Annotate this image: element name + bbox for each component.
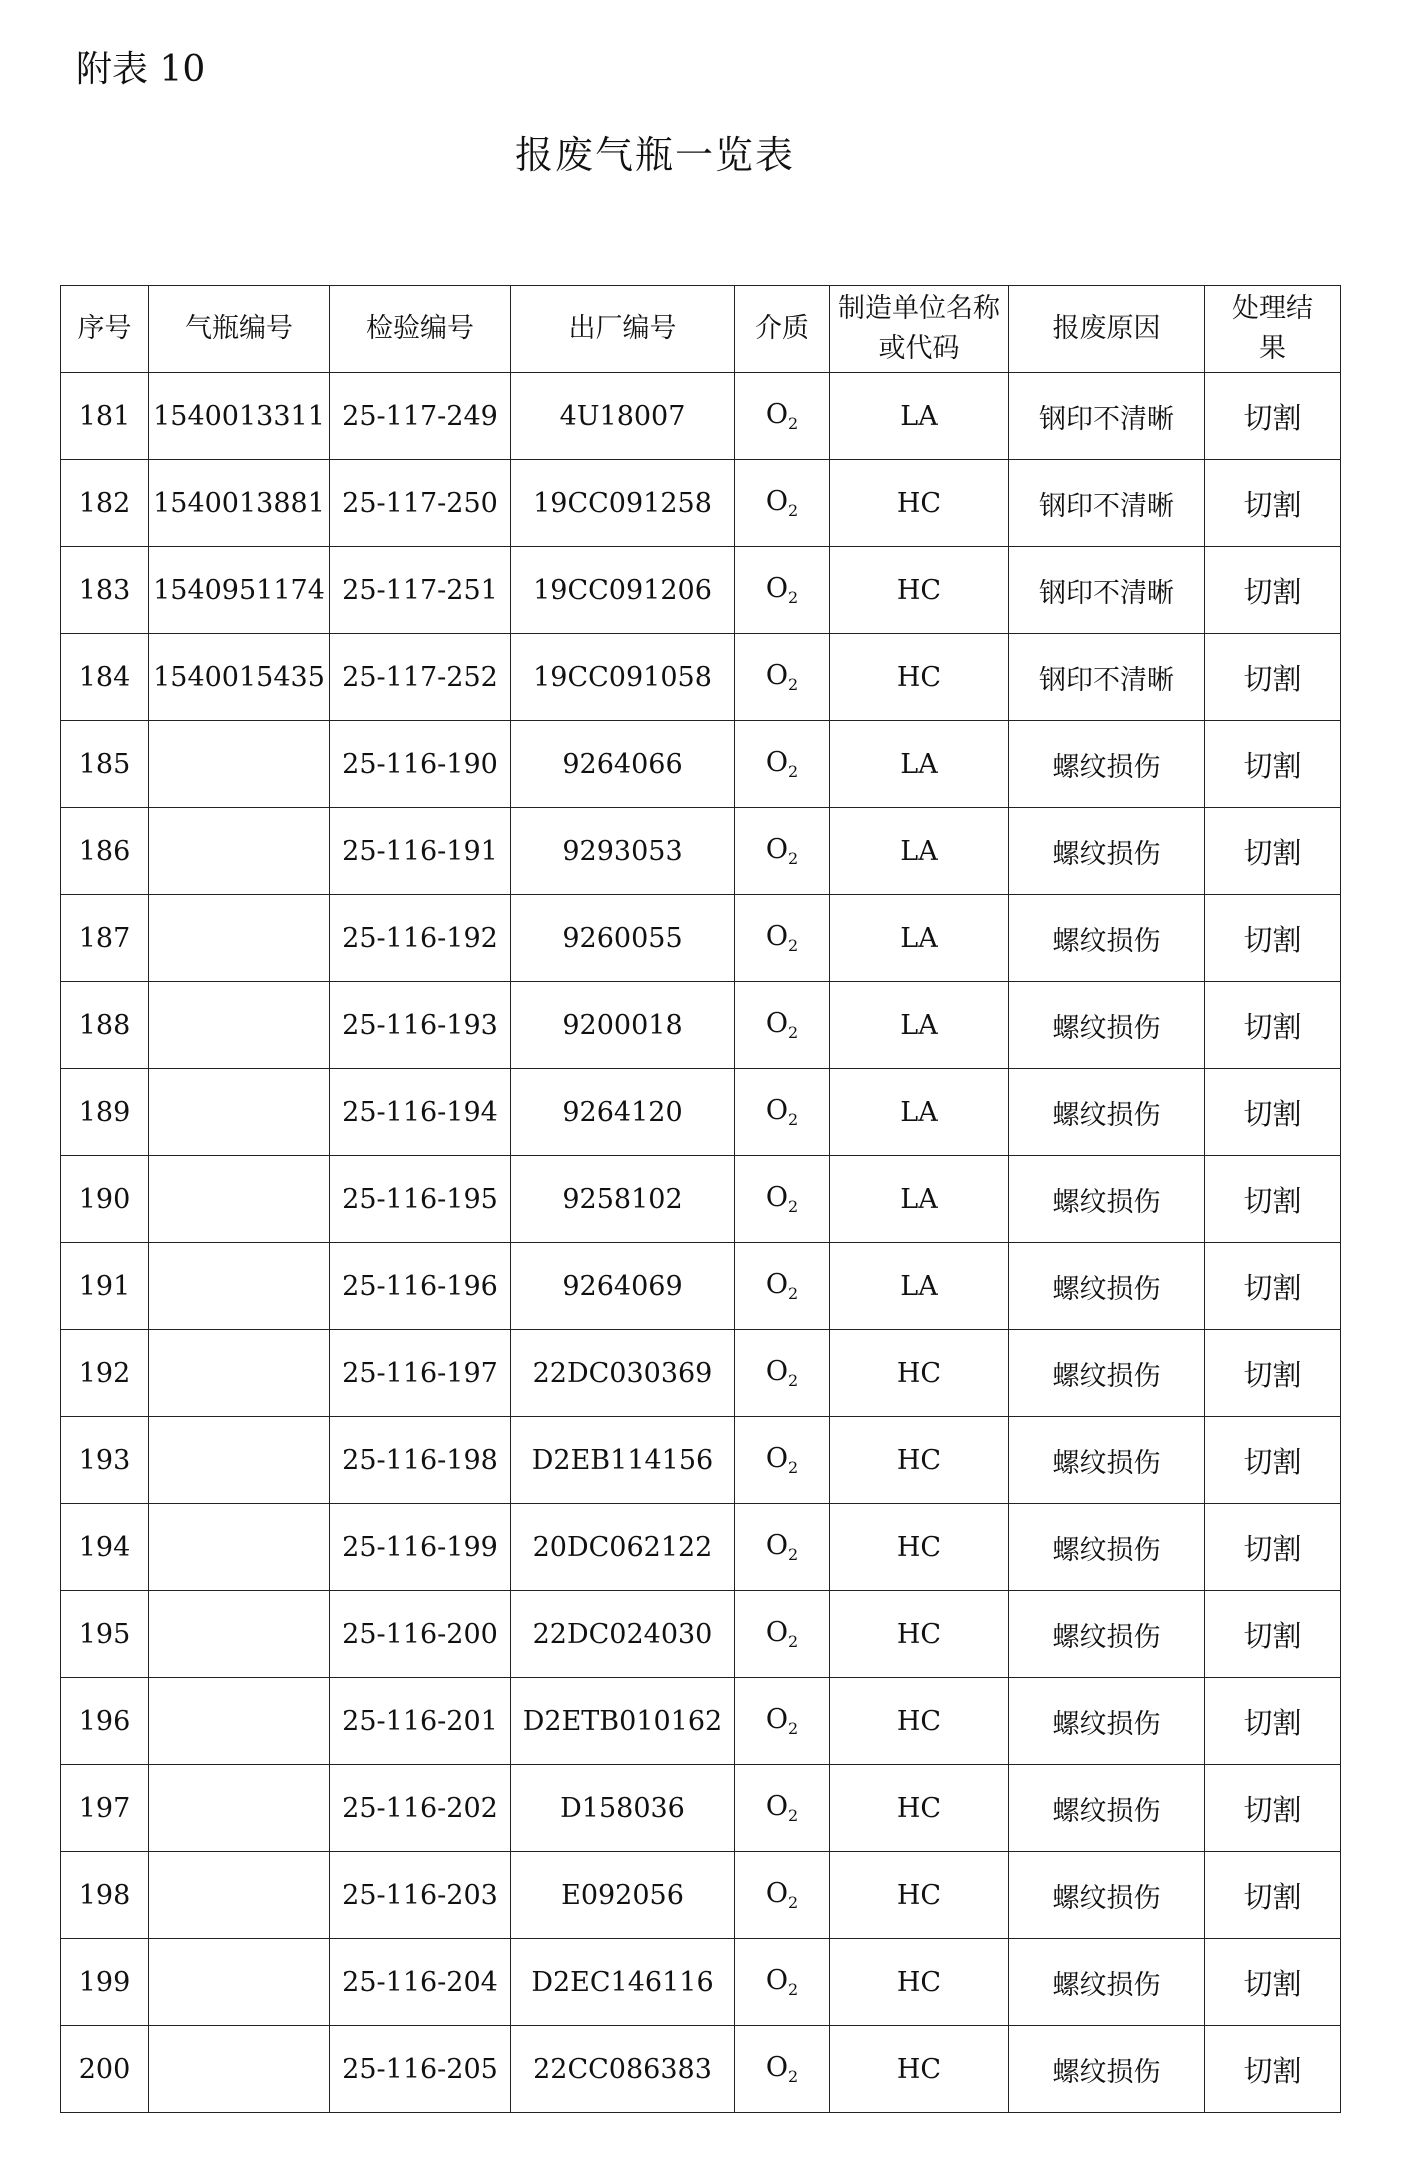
medium-symbol: O: [765, 747, 788, 778]
medium-symbol: O: [765, 1617, 788, 1648]
medium-subscript: 2: [787, 1806, 799, 1825]
cell-cylinder-no: [149, 1069, 330, 1156]
cell-scrap-reason: 螺纹损伤: [1009, 1243, 1205, 1330]
cell-seq: 186: [61, 808, 149, 895]
cell-seq: 193: [61, 1417, 149, 1504]
attachment-label: 附表 10: [76, 49, 206, 90]
cell-factory-no: 9264066: [511, 721, 735, 808]
cell-inspection-no: 25-116-199: [330, 1504, 511, 1591]
table-row: [61, 1156, 1341, 1243]
medium-symbol: O: [765, 399, 788, 430]
cell-manufacturer: HC: [830, 1591, 1009, 1678]
cell-medium: [735, 982, 830, 1069]
cell-seq: 199: [61, 1939, 149, 2026]
table-header-row: [61, 286, 1341, 373]
document-title: 报废气瓶一览表: [514, 133, 795, 177]
table-row: [61, 808, 1341, 895]
cell-scrap-reason: 螺纹损伤: [1009, 808, 1205, 895]
cell-inspection-no: 25-117-250: [330, 460, 511, 547]
cell-medium: [735, 1678, 830, 1765]
cell-manufacturer: LA: [830, 1156, 1009, 1243]
cell-inspection-no: 25-116-191: [330, 808, 511, 895]
medium-symbol: O: [765, 1008, 788, 1039]
cell-manufacturer: LA: [830, 982, 1009, 1069]
cell-result: 切割: [1205, 1504, 1341, 1591]
table-row: [61, 547, 1341, 634]
cell-result: 切割: [1205, 1417, 1341, 1504]
cell-inspection-no: 25-116-203: [330, 1852, 511, 1939]
medium-symbol: O: [765, 1791, 788, 1822]
cell-cylinder-no: [149, 1417, 330, 1504]
medium-symbol: O: [765, 2052, 788, 2083]
cell-result: 切割: [1205, 1243, 1341, 1330]
medium-symbol: O: [765, 1878, 788, 1909]
medium-subscript: 2: [787, 588, 799, 607]
cell-scrap-reason: 螺纹损伤: [1009, 1156, 1205, 1243]
cell-inspection-no: 25-116-198: [330, 1417, 511, 1504]
cell-manufacturer: LA: [830, 1243, 1009, 1330]
cell-result: 切割: [1205, 1939, 1341, 2026]
cell-cylinder-no: [149, 1504, 330, 1591]
table-row: [61, 895, 1341, 982]
cell-result: 切割: [1205, 808, 1341, 895]
cell-inspection-no: 25-117-252: [330, 634, 511, 721]
cell-medium: [735, 1243, 830, 1330]
cell-seq: 195: [61, 1591, 149, 1678]
cell-medium: [735, 895, 830, 982]
cell-factory-no: D2EB114156: [511, 1417, 735, 1504]
cell-medium: [735, 547, 830, 634]
cell-scrap-reason: 螺纹损伤: [1009, 1765, 1205, 1852]
cell-seq: 194: [61, 1504, 149, 1591]
cell-manufacturer: LA: [830, 1069, 1009, 1156]
cell-medium: [735, 1852, 830, 1939]
cell-factory-no: 9264069: [511, 1243, 735, 1330]
cell-cylinder-no: 1540951174: [149, 547, 330, 634]
cell-factory-no: 9260055: [511, 895, 735, 982]
cell-manufacturer: HC: [830, 1330, 1009, 1417]
cell-medium: [735, 1417, 830, 1504]
cell-inspection-no: 25-116-190: [330, 721, 511, 808]
cell-scrap-reason: 钢印不清晰: [1009, 547, 1205, 634]
col-header-inspection-no: 检验编号: [330, 286, 511, 373]
table-row: [61, 721, 1341, 808]
cell-manufacturer: LA: [830, 373, 1009, 460]
medium-subscript: 2: [787, 1980, 799, 1999]
cell-seq: 189: [61, 1069, 149, 1156]
cell-medium: [735, 373, 830, 460]
cell-result: 切割: [1205, 895, 1341, 982]
cell-seq: 185: [61, 721, 149, 808]
cell-factory-no: 19CC091258: [511, 460, 735, 547]
col-header-manufacturer: 制造单位名称或代码: [830, 286, 1009, 373]
cell-result: 切割: [1205, 547, 1341, 634]
cell-factory-no: 4U18007: [511, 373, 735, 460]
cell-factory-no: 22DC024030: [511, 1591, 735, 1678]
cell-medium: [735, 1504, 830, 1591]
cell-factory-no: D2ETB010162: [511, 1678, 735, 1765]
cell-manufacturer: HC: [830, 1417, 1009, 1504]
cell-result: 切割: [1205, 1156, 1341, 1243]
cell-medium: [735, 1591, 830, 1678]
cell-seq: 196: [61, 1678, 149, 1765]
cell-seq: 183: [61, 547, 149, 634]
cell-scrap-reason: 螺纹损伤: [1009, 1939, 1205, 2026]
table-row: [61, 634, 1341, 721]
table-row: [61, 1939, 1341, 2026]
cell-inspection-no: 25-116-195: [330, 1156, 511, 1243]
medium-subscript: 2: [787, 1893, 799, 1912]
medium-subscript: 2: [787, 2067, 799, 2086]
cell-seq: 197: [61, 1765, 149, 1852]
cell-result: 切割: [1205, 982, 1341, 1069]
medium-symbol: O: [765, 1965, 788, 1996]
cell-factory-no: D158036: [511, 1765, 735, 1852]
cell-factory-no: D2EC146116: [511, 1939, 735, 2026]
cell-factory-no: 22DC030369: [511, 1330, 735, 1417]
cell-result: 切割: [1205, 373, 1341, 460]
cell-manufacturer: LA: [830, 808, 1009, 895]
table-row: [61, 1678, 1341, 1765]
cell-manufacturer: HC: [830, 547, 1009, 634]
cell-cylinder-no: [149, 1939, 330, 2026]
cell-inspection-no: 25-116-202: [330, 1765, 511, 1852]
cell-medium: [735, 1156, 830, 1243]
medium-symbol: O: [765, 1269, 788, 1300]
cell-result: 切割: [1205, 721, 1341, 808]
cell-result: 切割: [1205, 1678, 1341, 1765]
table-row: [61, 1504, 1341, 1591]
cell-factory-no: E092056: [511, 1852, 735, 1939]
cell-cylinder-no: 1540013881: [149, 460, 330, 547]
cell-manufacturer: LA: [830, 721, 1009, 808]
cell-manufacturer: HC: [830, 2026, 1009, 2113]
col-header-scrap-reason: 报废原因: [1009, 286, 1205, 373]
cell-cylinder-no: [149, 982, 330, 1069]
cell-seq: 188: [61, 982, 149, 1069]
cell-scrap-reason: 螺纹损伤: [1009, 895, 1205, 982]
medium-subscript: 2: [787, 1023, 799, 1042]
cell-manufacturer: HC: [830, 1939, 1009, 2026]
table-row: [61, 1591, 1341, 1678]
medium-symbol: O: [765, 921, 788, 952]
cell-result: 切割: [1205, 1852, 1341, 1939]
cell-medium: [735, 1069, 830, 1156]
cell-medium: [735, 1765, 830, 1852]
cell-result: 切割: [1205, 460, 1341, 547]
cell-factory-no: 20DC062122: [511, 1504, 735, 1591]
medium-subscript: 2: [787, 1197, 799, 1216]
medium-symbol: O: [765, 1095, 788, 1126]
cell-seq: 198: [61, 1852, 149, 1939]
medium-symbol: O: [765, 486, 788, 517]
cell-scrap-reason: 钢印不清晰: [1009, 460, 1205, 547]
cell-inspection-no: 25-116-200: [330, 1591, 511, 1678]
table-row: [61, 1765, 1341, 1852]
cell-cylinder-no: [149, 1591, 330, 1678]
cell-manufacturer: HC: [830, 634, 1009, 721]
table-row: [61, 373, 1341, 460]
cell-cylinder-no: [149, 808, 330, 895]
cell-cylinder-no: 1540015435: [149, 634, 330, 721]
col-header-cylinder-no: 气瓶编号: [149, 286, 330, 373]
cell-scrap-reason: 钢印不清晰: [1009, 634, 1205, 721]
cell-manufacturer: HC: [830, 1765, 1009, 1852]
cell-manufacturer: HC: [830, 460, 1009, 547]
cell-scrap-reason: 螺纹损伤: [1009, 2026, 1205, 2113]
cell-factory-no: 9200018: [511, 982, 735, 1069]
cell-result: 切割: [1205, 1330, 1341, 1417]
medium-symbol: O: [765, 1704, 788, 1735]
cell-inspection-no: 25-116-196: [330, 1243, 511, 1330]
cell-seq: 184: [61, 634, 149, 721]
table-row: [61, 1243, 1341, 1330]
cell-scrap-reason: 螺纹损伤: [1009, 1591, 1205, 1678]
cell-medium: [735, 721, 830, 808]
medium-symbol: O: [765, 1182, 788, 1213]
medium-symbol: O: [765, 573, 788, 604]
col-header-factory-no: 出厂编号: [511, 286, 735, 373]
cell-medium: [735, 634, 830, 721]
cell-seq: 187: [61, 895, 149, 982]
cell-cylinder-no: [149, 721, 330, 808]
cell-scrap-reason: 螺纹损伤: [1009, 1852, 1205, 1939]
table-row: [61, 2026, 1341, 2113]
cell-medium: [735, 460, 830, 547]
cell-seq: 182: [61, 460, 149, 547]
cell-cylinder-no: [149, 1330, 330, 1417]
cell-factory-no: 9258102: [511, 1156, 735, 1243]
medium-subscript: 2: [787, 1632, 799, 1651]
cell-result: 切割: [1205, 2026, 1341, 2113]
cell-cylinder-no: [149, 1852, 330, 1939]
medium-symbol: O: [765, 1443, 788, 1474]
table-row: [61, 1852, 1341, 1939]
cell-scrap-reason: 钢印不清晰: [1009, 373, 1205, 460]
cell-seq: 190: [61, 1156, 149, 1243]
cell-cylinder-no: [149, 895, 330, 982]
cell-inspection-no: 25-116-194: [330, 1069, 511, 1156]
col-header-medium: 介质: [735, 286, 830, 373]
cell-factory-no: 22CC086383: [511, 2026, 735, 2113]
medium-symbol: O: [765, 660, 788, 691]
cell-inspection-no: 25-117-251: [330, 547, 511, 634]
cell-medium: [735, 808, 830, 895]
cell-seq: 200: [61, 2026, 149, 2113]
cell-cylinder-no: [149, 1156, 330, 1243]
cell-inspection-no: 25-116-201: [330, 1678, 511, 1765]
cell-cylinder-no: [149, 1678, 330, 1765]
cell-cylinder-no: [149, 2026, 330, 2113]
table-row: [61, 982, 1341, 1069]
medium-subscript: 2: [787, 1545, 799, 1564]
cell-scrap-reason: 螺纹损伤: [1009, 721, 1205, 808]
cell-factory-no: 9264120: [511, 1069, 735, 1156]
cell-scrap-reason: 螺纹损伤: [1009, 1678, 1205, 1765]
cell-inspection-no: 25-116-197: [330, 1330, 511, 1417]
cell-cylinder-no: [149, 1243, 330, 1330]
cell-inspection-no: 25-117-249: [330, 373, 511, 460]
cell-seq: 192: [61, 1330, 149, 1417]
col-header-result: 处理结果: [1205, 286, 1341, 373]
cell-cylinder-no: 1540013311: [149, 373, 330, 460]
table-body: [61, 373, 1341, 2113]
cell-result: 切割: [1205, 1069, 1341, 1156]
cell-inspection-no: 25-116-193: [330, 982, 511, 1069]
table-row: [61, 1330, 1341, 1417]
cell-factory-no: 9293053: [511, 808, 735, 895]
medium-symbol: O: [765, 1530, 788, 1561]
table-row: [61, 460, 1341, 547]
cell-seq: 191: [61, 1243, 149, 1330]
cell-scrap-reason: 螺纹损伤: [1009, 1330, 1205, 1417]
medium-subscript: 2: [787, 675, 799, 694]
cell-seq: 181: [61, 373, 149, 460]
cell-manufacturer: HC: [830, 1678, 1009, 1765]
cell-inspection-no: 25-116-205: [330, 2026, 511, 2113]
col-header-seq: 序号: [61, 286, 149, 373]
medium-symbol: O: [765, 1356, 788, 1387]
medium-subscript: 2: [787, 936, 799, 955]
medium-subscript: 2: [787, 414, 799, 433]
cell-inspection-no: 25-116-204: [330, 1939, 511, 2026]
cell-result: 切割: [1205, 634, 1341, 721]
cell-scrap-reason: 螺纹损伤: [1009, 1417, 1205, 1504]
cell-cylinder-no: [149, 1765, 330, 1852]
medium-subscript: 2: [787, 1110, 799, 1129]
cell-factory-no: 19CC091058: [511, 634, 735, 721]
cell-medium: [735, 1939, 830, 2026]
medium-subscript: 2: [787, 1284, 799, 1303]
table-row: [61, 1069, 1341, 1156]
cell-scrap-reason: 螺纹损伤: [1009, 1069, 1205, 1156]
medium-subscript: 2: [787, 1458, 799, 1477]
cell-result: 切割: [1205, 1591, 1341, 1678]
cell-manufacturer: HC: [830, 1852, 1009, 1939]
cell-scrap-reason: 螺纹损伤: [1009, 982, 1205, 1069]
table-row: [61, 1417, 1341, 1504]
scrapped-cylinder-table: [60, 285, 1341, 2113]
medium-subscript: 2: [787, 1371, 799, 1390]
cell-medium: [735, 2026, 830, 2113]
medium-subscript: 2: [787, 501, 799, 520]
cell-factory-no: 19CC091206: [511, 547, 735, 634]
cell-result: 切割: [1205, 1765, 1341, 1852]
medium-subscript: 2: [787, 762, 799, 781]
cell-inspection-no: 25-116-192: [330, 895, 511, 982]
medium-subscript: 2: [787, 849, 799, 868]
medium-symbol: O: [765, 834, 788, 865]
medium-subscript: 2: [787, 1719, 799, 1738]
cell-scrap-reason: 螺纹损伤: [1009, 1504, 1205, 1591]
cell-manufacturer: LA: [830, 895, 1009, 982]
cell-manufacturer: HC: [830, 1504, 1009, 1591]
cell-medium: [735, 1330, 830, 1417]
